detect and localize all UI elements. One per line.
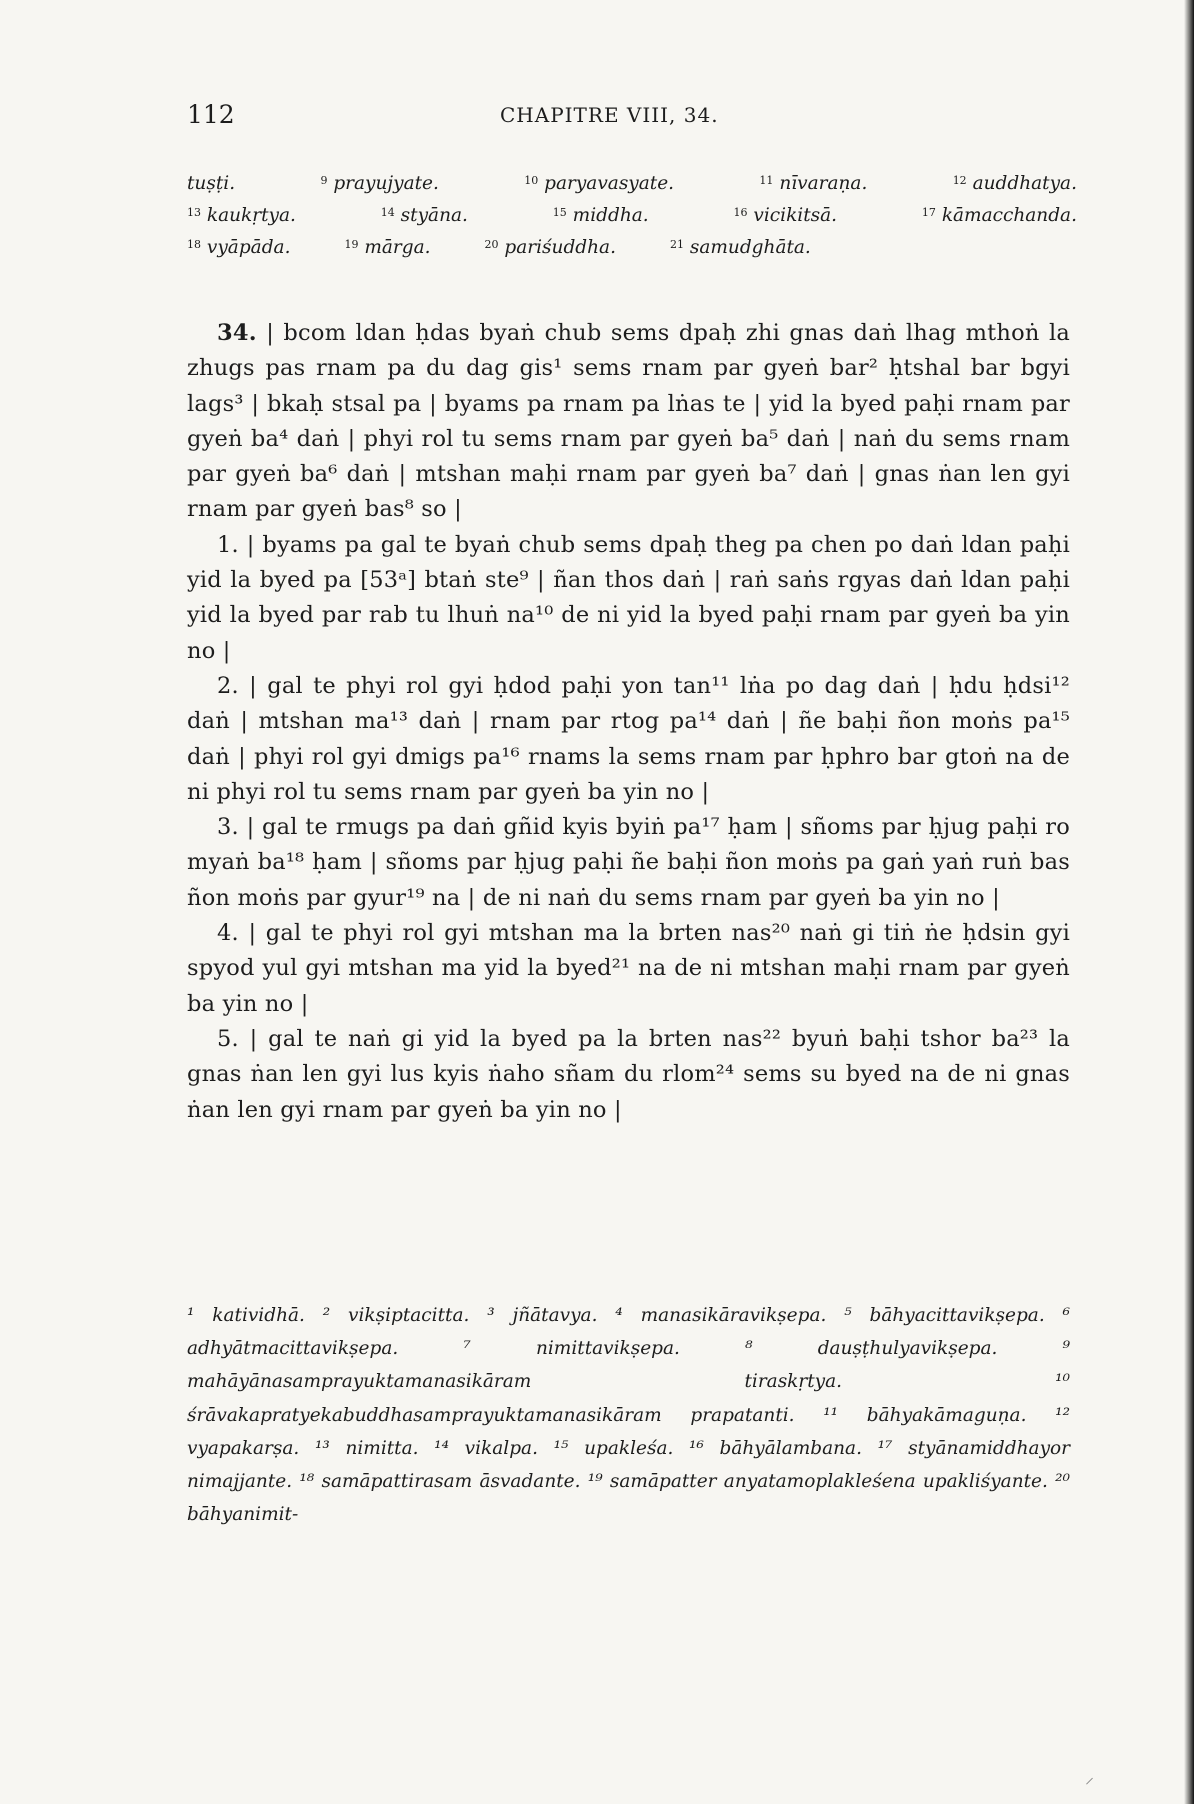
section-number: 34. (217, 320, 257, 346)
note: $^{20}$ pariśuddha. (484, 237, 616, 258)
footnotes (187, 1299, 1070, 1531)
note: $^{10}$ paryavasyate. (524, 173, 675, 194)
section-intro: 34. | bcom ldan ḥdas byaṅ chub sems dpaḥ zhi gnas daṅ lhag mthoṅ la zhugs pas rnam pa du dag gis¹ sems rnam par gyeṅ bar² ḥtshal bar bgyi lags³ | bkaḥ stsal pa | byams pa rnam pa lṅas te | yid la byed paḥi rnam par gyeṅ ba⁴ daṅ | phyi rol tu sems rnam par gyeṅ ba⁵ daṅ | naṅ du sems rnam par gyeṅ ba⁶ daṅ | mtshan maḥi rnam par gyeṅ ba⁷ daṅ | gnas ṅan len gyi rnam par gyeṅ bas⁸ so | (187, 320, 1070, 523)
note: $^{17}$ kāmacchanda. (921, 205, 1077, 226)
note: $^{13}$ kaukṛtya. (187, 205, 296, 226)
scan-mark: ⸝ (1085, 1767, 1094, 1788)
note: $^{16}$ vicikitsā. (733, 205, 838, 226)
body-text (187, 316, 1070, 1128)
note-row (187, 168, 1077, 200)
list-item: 2. | gal te phyi rol gyi ḥdod paḥi yon tan¹¹ lṅa po dag daṅ | ḥdu ḥdsi¹² daṅ | mtshan ma¹³ daṅ | rnam par rtog pa¹⁴ daṅ | ñe baḥi ñon moṅs pa¹⁵ daṅ | phyi rol gyi dmigs pa¹⁶ rnams la sems rnam par ḥphro bar gtoṅ na de ni phyi rol tu sems rnam par gyeṅ ba yin no | (187, 672, 1070, 805)
page-number: 112 (187, 100, 235, 129)
note: $^{12}$ auddhatya. (952, 173, 1077, 194)
note: tuṣṭi. (187, 173, 236, 194)
running-head (0, 100, 1194, 140)
note: $^{14}$ styāna. (380, 205, 468, 226)
list-item: 4. | gal te phyi rol gyi mtshan ma la brten nas²⁰ naṅ gi tiṅ ṅe ḥdsin gyi spyod yul gyi mtshan ma yid la byed²¹ na de ni mtshan maḥi rnam par gyeṅ ba yin no | (187, 920, 1070, 1017)
note-row (187, 232, 1077, 264)
list-item: 1. | byams pa gal te byaṅ chub sems dpaḥ theg pa chen po daṅ ldan paḥi yid la byed pa [53ᵃ] btaṅ ste⁹ | ñan thos daṅ | raṅ saṅs rgyas daṅ ldan paḥi yid la byed par rab tu lhuṅ na¹⁰ de ni yid la byed paḥi rnam par gyeṅ ba yin no | (187, 531, 1070, 664)
note: $^{19}$ mārga. (344, 237, 431, 258)
note: $^{18}$ vyāpāda. (187, 237, 291, 258)
note-row (187, 200, 1077, 232)
note: $^{11}$ nīvaraṇa. (759, 173, 868, 194)
note: $^9$ prayujyate. (320, 173, 439, 194)
list-item: 5. | gal te naṅ gi yid la byed pa la brten nas²² byuṅ baḥi tshor ba²³ la gnas ṅan len gyi lus kyis ṅaho sñam du rlom²⁴ sems su byed na de ni gnas ṅan len gyi rnam par gyeṅ ba yin no | (187, 1025, 1070, 1123)
footnote-text: ¹ katividhā. ² vikṣiptacitta. ³ jñātavya. ⁴ manasikāravikṣepa. ⁵ bāhyacittavikṣepa. ⁶ adhyātmacittavikṣepa. ⁷ nimittavikṣepa. ⁸ dauṣṭhulyavikṣepa. ⁹ mahāyānasamprayuktamanasikāram tiraskṛtya. ¹⁰ śrāvakapratyekabuddhasamprayuktamanasikāram prapatanti. ¹¹ bāhyakāmaguṇa. ¹² vyapakarṣa. ¹³ nimitta. ¹⁴ vikalpa. ¹⁵ upakleśa. ¹⁶ bāhyālambana. ¹⁷ styānamiddhayor nimajjante. ¹⁸ samāpattirasam āsvadante. ¹⁹ samāpatter anyatamoplakleśena upakliśyante. ²⁰ bāhyanimit- (187, 1305, 1070, 1526)
note: $^{15}$ middha. (552, 205, 649, 226)
scan-edge (1184, 0, 1194, 1804)
chapter-title: CHAPITRE VIII, 34. (500, 103, 719, 127)
note: $^{21}$ samudghāta. (669, 237, 811, 258)
top-notes (187, 168, 1077, 264)
list-item: 3. | gal te rmugs pa daṅ gñid kyis byiṅ pa¹⁷ ḥam | sñoms par ḥjug paḥi ro myaṅ ba¹⁸ ḥam | sñoms par ḥjug paḥi ñe baḥi ñon moṅs pa gaṅ yaṅ ruṅ bas ñon moṅs par gyur¹⁹ na | de ni naṅ du sems rnam par gyeṅ ba yin no | (187, 814, 1071, 911)
